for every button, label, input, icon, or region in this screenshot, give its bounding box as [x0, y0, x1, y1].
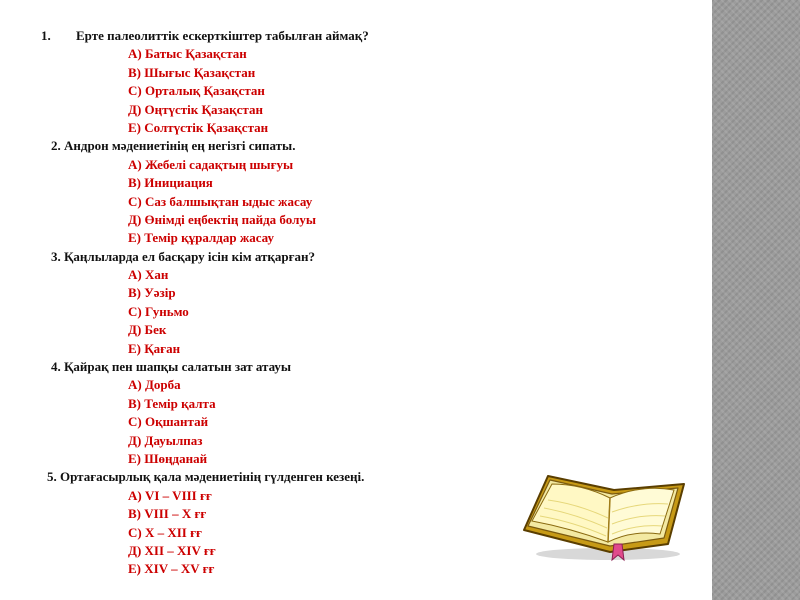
answer-option: С) Гуньмо: [128, 303, 189, 319]
answer-option: А) VI – VIII ғғ: [128, 487, 212, 503]
question-5: 5. Ортағасырлық қала мәдениетінің гүлденген кезеңі.: [47, 469, 365, 485]
answer-option: С) X – XII ғғ: [128, 524, 202, 540]
answer-option: С) Саз балшықтан ыдыс жасау: [128, 193, 313, 209]
answer-option: А) Батыс Қазақстан: [128, 46, 247, 62]
answer-option: Е) Солтүстік Қазақстан: [128, 119, 269, 135]
answer-option: В) Инициация: [128, 175, 213, 191]
question-3: 3. Қаңлыларда ел басқару ісін кім атқарған?: [51, 248, 316, 264]
side-decor-panel: [712, 0, 800, 600]
answer-option: Е) XIV – XV ғғ: [128, 561, 215, 577]
answer-option: В) VIII – X ғғ: [128, 506, 207, 522]
answer-option: С) Оқшантай: [128, 414, 209, 430]
answer-option: Д) XII – XIV ғғ: [128, 542, 216, 558]
question-4: 4. Қайрақ пен шапқы салатын зат атауы: [51, 359, 292, 375]
answer-option: В) Уәзір: [128, 285, 176, 301]
answer-option: Д) Дауылпаз: [128, 432, 203, 448]
answer-option: В) Темір қалта: [128, 395, 216, 411]
question-2: 2. Андрон мәдениетінің ең негізгі сипаты.: [51, 138, 296, 154]
question-1: [0, 27, 710, 45]
answer-option: Е) Қаған: [128, 340, 181, 356]
answer-option: Д) Бек: [128, 322, 167, 338]
answer-option: В) Шығыс Қазақстан: [128, 64, 256, 80]
answer-option: Д) Оңтүстік Қазақстан: [128, 101, 263, 117]
answer-option: А) Хан: [128, 267, 169, 283]
open-book-icon: [518, 466, 688, 562]
answer-option: А) Жебелі садақтың шығуы: [128, 156, 294, 172]
answer-option: Е) Темір құралдар жасау: [128, 230, 275, 246]
answer-option: А) Дорба: [128, 377, 181, 393]
answer-option: Д) Өнімді еңбектің пайда болуы: [128, 211, 317, 227]
question-text: Ерте палеолиттік ескерткіштер табылған аймақ?: [76, 28, 369, 43]
answer-option: Е) Шөңданай: [128, 450, 208, 466]
answer-option: С) Орталық Қазақстан: [128, 83, 265, 99]
question-number: 1.: [41, 28, 51, 43]
